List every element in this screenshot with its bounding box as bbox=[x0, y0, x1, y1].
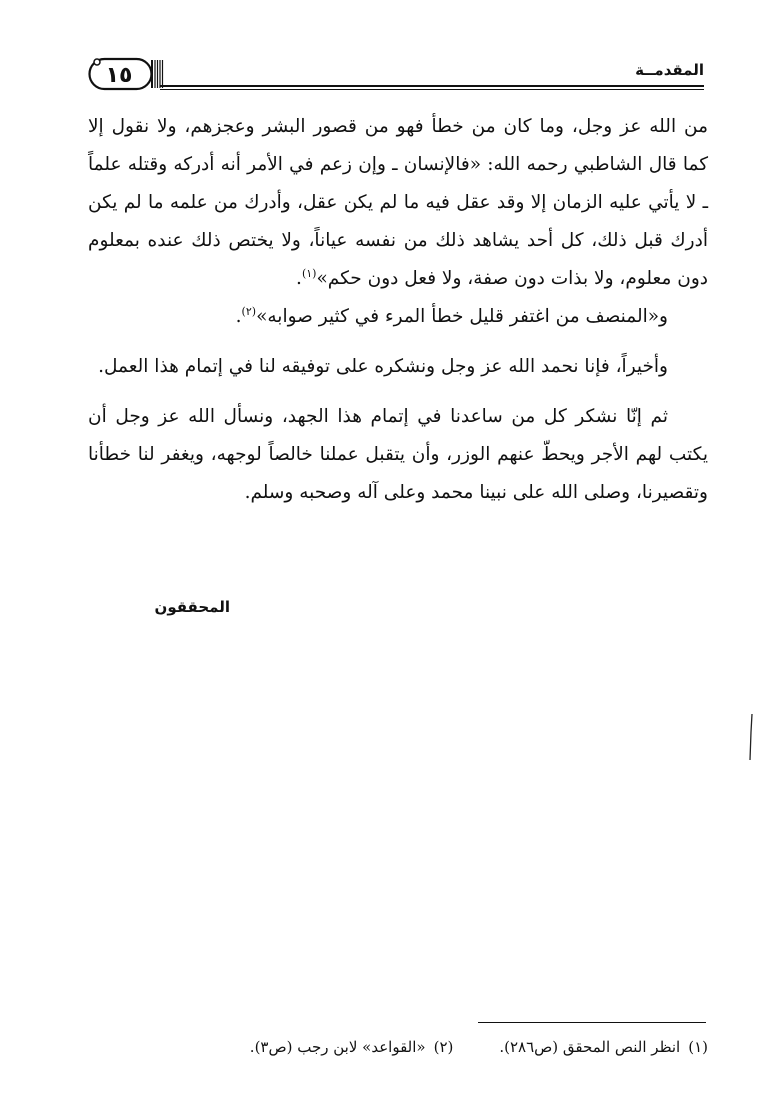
paragraph-end: . bbox=[296, 268, 302, 289]
running-title: المقدمــة bbox=[635, 61, 704, 79]
margin-scan-mark bbox=[747, 712, 755, 762]
paragraph-quote-munsif bbox=[88, 298, 708, 336]
header-rule-thin bbox=[160, 89, 704, 90]
footnote-2 bbox=[250, 1030, 454, 1064]
footnote-ref-2[interactable]: (٢) bbox=[241, 304, 257, 318]
main-text bbox=[88, 108, 708, 512]
footnotes bbox=[100, 1030, 708, 1064]
footnote-text: «القواعد» لابن رجب (ص٣). bbox=[249, 1038, 426, 1056]
paragraph-thanks-allah: وأخيراً، فإنا نحمد الله عز وجل ونشكره على توفيقه لنا في إتمام هذا العمل. bbox=[98, 356, 668, 377]
paragraph-end: . bbox=[235, 306, 242, 327]
page-number-badge bbox=[88, 57, 164, 91]
paragraph-thanks-helpers: ثم إنّا نشكر كل من ساعدنا في إتمام هذا الجهد، ونسأل الله عز وجل أن يكتب لهم الأجر ويحطّ عنهم الوزر، وأن يتقبل عملنا خالصاً لوجهه، ويغفر لنا خطأنا وتقصيرنا، وصلى الله على نبينا محمد وعلى آله وصحبه وسلم. bbox=[88, 406, 708, 503]
footnote-text: انظر النص المحقق (ص٢٨٦). bbox=[499, 1038, 681, 1056]
footnote-number: (٢) bbox=[433, 1038, 454, 1056]
footnote-separator bbox=[478, 1022, 706, 1023]
paragraph-text: و«المنصف من اغتفر قليل خطأ المرء في كثير صوابه» bbox=[256, 306, 668, 327]
signature-editors: المحققون bbox=[154, 598, 230, 616]
paragraph-quote-shatibi bbox=[88, 108, 708, 298]
page-header bbox=[88, 52, 704, 92]
footnote-1 bbox=[499, 1030, 708, 1064]
header-rule bbox=[160, 85, 704, 87]
footnote-number: (١) bbox=[688, 1038, 708, 1056]
page-number: ١٥ bbox=[105, 63, 133, 88]
footnote-ref-1[interactable]: (١) bbox=[301, 266, 317, 280]
paragraph-text: من الله عز وجل، وما كان من خطأ فهو من قصور البشر وعجزهم، ولا نقول إلا كما قال الشاطبي رحمه الله: «فالإنسان ـ وإن زعم في الأمر أنه أدركه وقتله علماً ـ لا يأتي عليه الزمان إلا وقد عقل فيه ما لم يكن عقل، وأدرك من علمه ما لم يكن أدرك قبل ذلك، كل أحد يشاهد ذلك من نفسه عياناً، ولا يختص ذلك عنده بمعلوم دون معلوم، ولا بذات دون صفة، ولا فعل دون حكم» bbox=[88, 116, 708, 289]
